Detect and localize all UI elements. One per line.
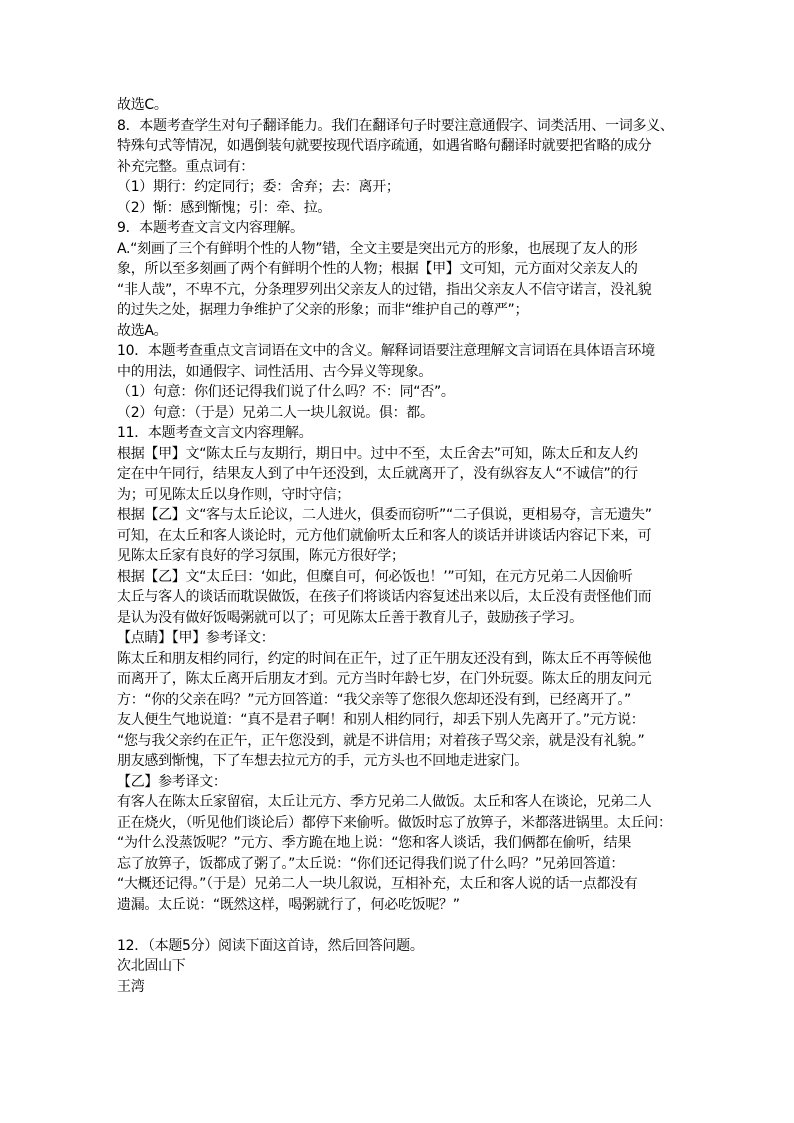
text-line: 方：“你的父亲在吗？”元方回答道：“我父亲等了您很久您却还没有到，已经离开了。” — [117, 691, 632, 708]
document-body — [117, 95, 717, 997]
text-line: 太丘与客人的谈话而耽误做饭，在孩子们将谈话内容复述出来以后，太丘没有责怪他们而 — [117, 589, 652, 605]
text-line: 遗漏。太丘说：“既然这样，喝粥就行了，何必吃饭呢？” — [117, 896, 460, 913]
text-line: 12．（本题5分）阅读下面这首诗，然后回答问题。 — [117, 937, 424, 954]
text-line: 特殊句式等情况，如遇倒装句就要按现代语序疏通，如遇省略句翻译时就要把省略的成分 — [117, 138, 652, 154]
text-line: （2）句意：（于是）兄弟二人一块儿叙说。俱：都。 — [117, 404, 434, 421]
text-line — [117, 915, 717, 936]
text-line: 补充完整。重点词有： — [117, 158, 254, 175]
text-line: 可知，在太丘和客人谈论时，元方他们就偷听太丘和客人的谈话并讲谈话内容记下来，可 — [117, 527, 652, 544]
text-line: 友人便生气地说道：“真不是君子啊！和别人相约同行，却丢下别人先离开了。”元方说： — [117, 712, 645, 728]
text-line: “非人哉”，不卑不亢，分条理罗列出父亲友人的过错，指出父亲友人不信守诺言，没礼貌 — [117, 281, 652, 298]
text-line: 忘了放箅子，饭都成了粥了。”太丘说：“你们还记得我们说了什么吗？”兄弟回答道： — [117, 855, 625, 872]
text-line: 的过失之处，据理力争维护了父亲的形象；而非“维护自己的尊严”； — [117, 302, 529, 318]
text-line: 见陈太丘家有良好的学习氛围，陈元方很好学； — [117, 548, 405, 564]
text-line: 王湾 — [117, 978, 145, 995]
text-line: 正在烧火，（听见他们谈论后）都停下来偷听。做饭时忘了放箅子，米都落进锅里。太丘问： — [117, 814, 672, 831]
text-line: 陈太丘和朋友相约同行，约定的时间在正午，过了正午朋友还没有到，陈太丘不再等候他 — [117, 650, 652, 667]
text-line: 是认为没有做好饭喝粥就可以了；可见陈太丘善于教育儿子，鼓励孩子学习。 — [117, 609, 583, 626]
text-line: 次北固山下 — [117, 958, 186, 974]
text-line: （1）期行：约定同行；委：舍弃；去：离开； — [117, 179, 400, 195]
text-line: 10．本题考查重点文言词语在文中的含义。解释词语要注意理解文言词语在具体语言环境 — [117, 343, 655, 359]
text-line: 有客人在陈太丘家留宿，太丘让元方、季方兄弟二人做饭。太丘和客人在谈论，兄弟二人 — [117, 794, 652, 810]
text-line: 朋友感到惭愧，下了车想去拉元方的手，元方头也不回地走进家门。 — [117, 753, 528, 769]
text-line: “您与我父亲约在正午，正午您没到，就是不讲信用；对着孩子骂父亲，就是没有礼貌。” — [117, 732, 645, 749]
text-line: 定在中午同行，结果友人到了中午还没到，太丘就离开了，没有纵容友人“不诚信”的行 — [117, 466, 638, 482]
text-line: （2）惭：感到惭愧；引：牵、拉。 — [117, 199, 332, 216]
text-line: 而离开了，陈太丘离开后朋友才到。元方当时年龄七岁，在门外玩耍。陈太丘的朋友问元 — [117, 671, 652, 687]
text-line: 故选A。 — [117, 322, 168, 339]
text-line: 根据【乙】文“太丘曰：‘如此，但糜自可，何必饭也！’”可知，在元方兄弟二人因偷听 — [117, 568, 633, 585]
text-line: “大概还记得。”（于是）兄弟二人一块儿叙说，互相补充，太丘和客人说的话一点都没有 — [117, 876, 638, 892]
text-line: 象，所以至多刻画了两个有鲜明个性的人物；根据【甲】文可知，元方面对父亲友人的 — [117, 261, 638, 277]
text-line: 为；可见陈太丘以身作则，守时守信； — [117, 486, 350, 503]
text-line: “为什么没蒸饭呢？”元方、季方跪在地上说：“您和客人谈话，我们俩都在偷听，结果 — [117, 835, 632, 851]
text-line: 8．本题考查学生对句子翻译能力。我们在翻译句子时要注意通假字、词类活用、一词多义、 — [117, 117, 674, 134]
text-line: A.“刻画了三个有鲜明个性的人物”错，全文主要是突出元方的形象，也展现了友人的形 — [117, 240, 638, 257]
text-line: 11．本题考查文言文内容理解。 — [117, 425, 313, 441]
text-line: （1）句意：你们还记得我们说了什么吗？不：同“否”。 — [117, 384, 455, 400]
text-line: 【点睛】【甲】参考译文： — [117, 630, 275, 646]
text-line: 根据【甲】文“陈太丘与友期行，期日中。过中不至，太丘舍去”可知，陈太丘和友人约 — [117, 445, 638, 462]
text-line: 中的用法，如通假字、词性活用、古今异义等现象。 — [117, 363, 433, 380]
text-line: 故选C。 — [117, 97, 168, 113]
text-line: 【乙】参考译文： — [117, 773, 227, 790]
text-line: 根据【乙】文“客与太丘论议，二人进火，俱委而窃听”“二子俱说，更相易夺，言无遗失” — [117, 507, 652, 523]
text-line: 9．本题考查文言文内容理解。 — [117, 220, 304, 236]
